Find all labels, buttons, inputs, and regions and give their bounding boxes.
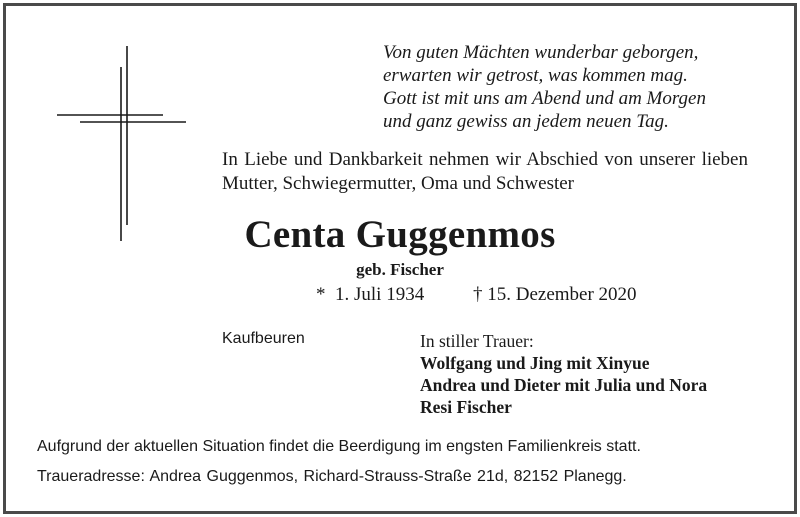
mourning-address: Traueradresse: Andrea Guggenmos, Richard-Strauss-Straße 21d, 82152 Planegg. — [37, 468, 627, 485]
farewell-text: In Liebe und Dankbarkeit nehmen wir Abschied von unserer lieben Mutter, Schwiegermutter, Oma und Schwester — [222, 149, 748, 194]
poem-line: Gott ist mit uns am Abend und am Morgen — [383, 88, 706, 109]
mourner-family: Resi Fischer — [420, 397, 512, 417]
mourners-list — [420, 330, 707, 418]
deceased-name: Centa Guggenmos — [244, 213, 556, 256]
birth-date: * 1. Juli 1934 — [316, 284, 425, 305]
poem — [383, 41, 706, 133]
mourner-family: Wolfgang und Jing mit Xinyue — [420, 353, 650, 373]
poem-line: erwarten wir getrost, was kommen mag. — [383, 65, 688, 86]
mourner-family: Andrea und Dieter mit Julia und Nora — [420, 375, 708, 395]
funeral-notice: Aufgrund der aktuellen Situation findet die Beerdigung im engsten Familienkreis statt. — [37, 438, 641, 455]
poem-line: Von guten Mächten wunderbar geborgen, — [383, 42, 699, 63]
poem-line: und ganz gewiss an jedem neuen Tag. — [383, 111, 669, 132]
death-date: † 15. Dezember 2020 — [473, 284, 637, 305]
maiden-name: geb. Fischer — [356, 260, 444, 279]
place-of-residence: Kaufbeuren — [222, 330, 305, 347]
mourning-lead: In stiller Trauer: — [420, 331, 534, 351]
